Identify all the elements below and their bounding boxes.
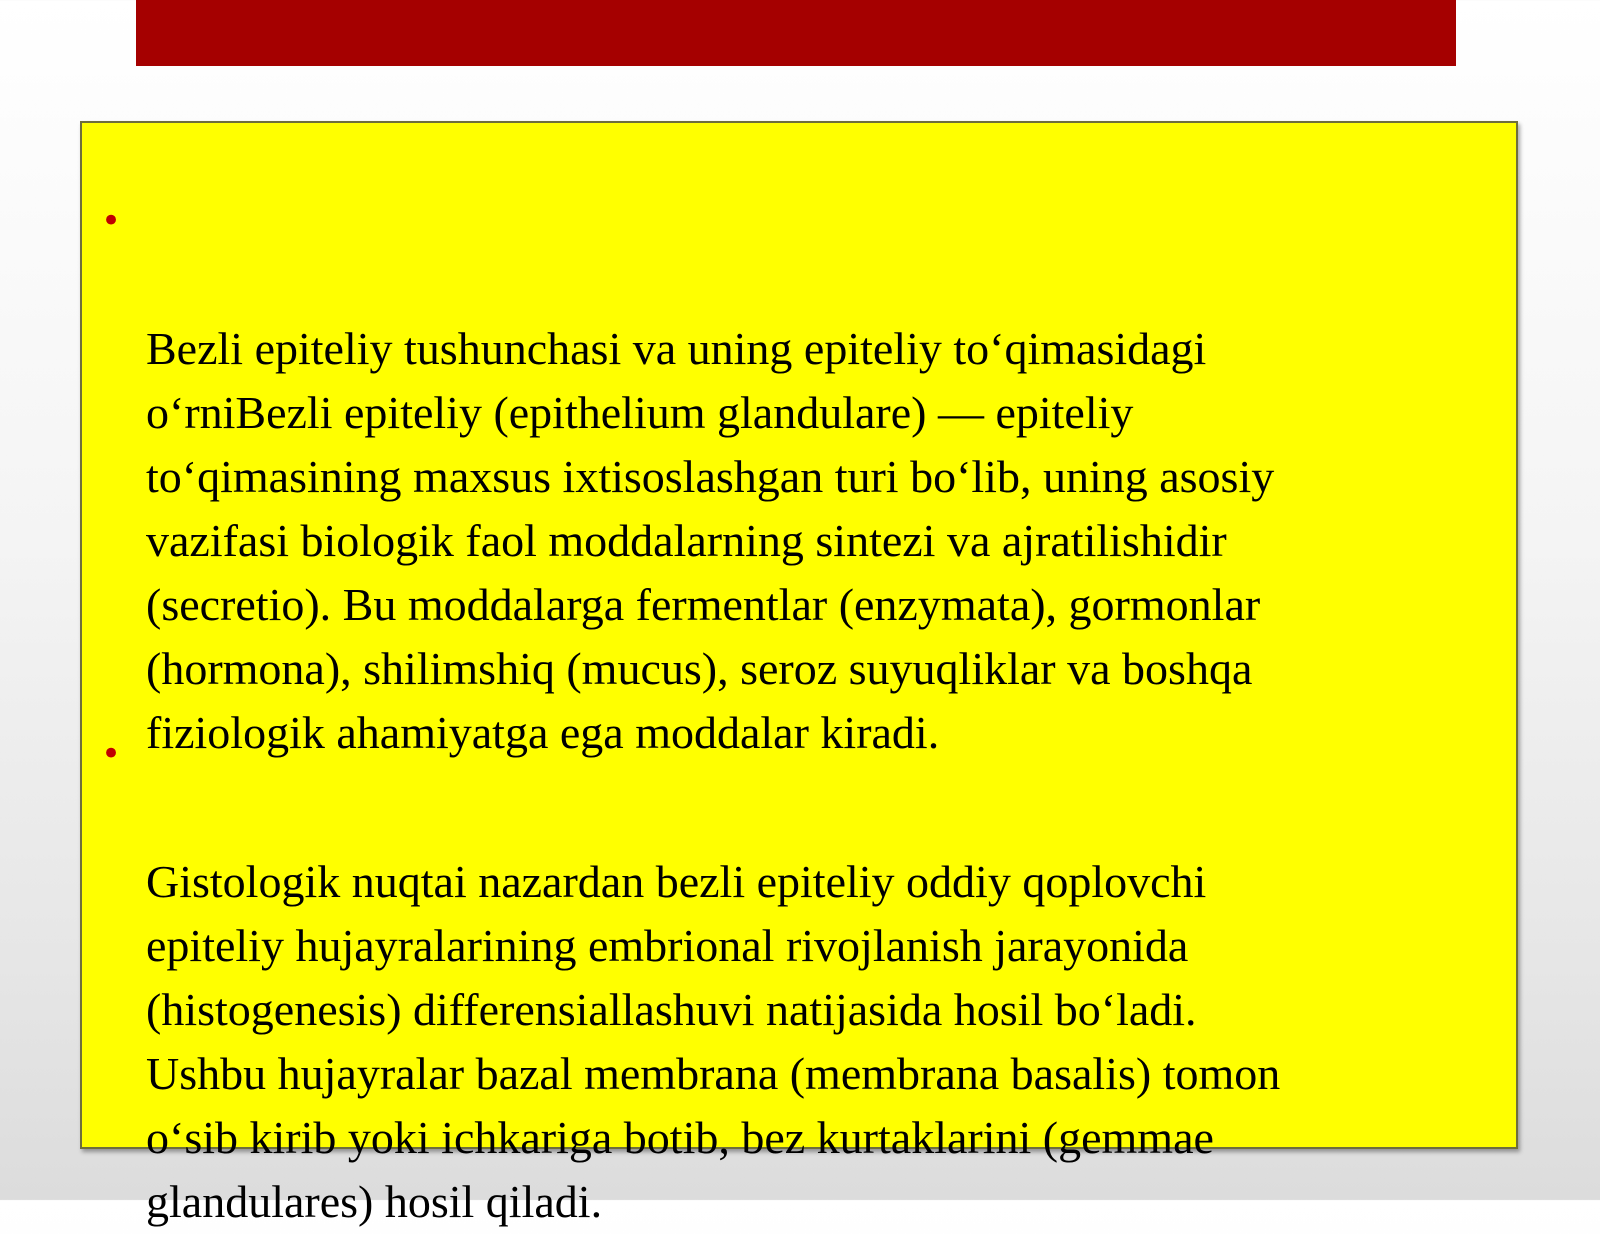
bullet-text: Bezli epiteliy tushunchasi va uning epiteliy to‘qimasidagi o‘rniBezli epiteliy (epithelium glandulare) — epiteliy to‘qimasining maxsus ixtisoslashgan turi bo‘lib, uning asosiy vazifasi biologik faol moddalarning sintezi va ajratilishidir (secretio). Bu moddalarga fermentlar (enzymata), gormonlar (hormona), shilimshiq (mucus), seroz suyuqliklar va boshqa fiziologik ahamiyatga ega moddalar kiradi. (146, 323, 1275, 758)
title-bar (136, 0, 1456, 66)
content-box (80, 121, 1518, 1227)
bullet-icon: • (100, 734, 122, 774)
bullet-item (100, 722, 1566, 1234)
bullet-item (100, 189, 1566, 765)
bullet-icon: • (100, 201, 122, 241)
bullet-text: Gistologik nuqtai nazardan bezli epiteliy oddiy qoplovchi epiteliy hujayralarining embrional rivojlanish jarayonida (histogenesis) differensiallashuvi natijasida hosil bo‘ladi. Ushbu hujayralar bazal membrana (membrana basalis) tomon o‘sib kirib yoki ichkariga botib, bez kurtaklarini (gemmae glandulares) hosil qiladi. (146, 856, 1281, 1227)
